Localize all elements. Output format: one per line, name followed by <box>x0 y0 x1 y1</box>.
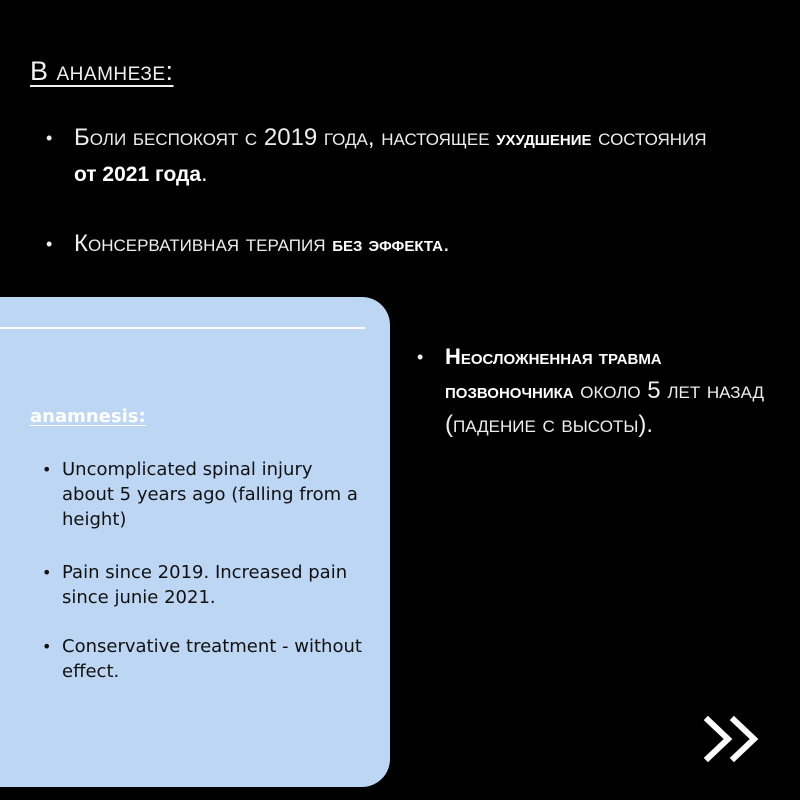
bullet-dot-icon: • <box>42 460 52 479</box>
bullet-dot-icon: • <box>46 234 53 254</box>
bullet-bold: ухудшение <box>496 125 592 150</box>
bullet-dot-icon: • <box>417 347 424 367</box>
page-heading: В анамнезе: <box>30 56 174 86</box>
card-item-3 <box>42 634 362 684</box>
bullet-bold: без эффекта <box>332 231 443 256</box>
bullet-bold: от 2021 года <box>74 163 202 186</box>
card-divider <box>0 327 365 329</box>
card-item-text: Pain since 2019. Increased pain since junie 2021. <box>62 562 348 608</box>
bullet-dot-icon: • <box>42 563 52 582</box>
card-item-text: Conservative treatment - without effect. <box>62 636 362 682</box>
bullet-text: состояния <box>591 124 707 151</box>
bullet-text: Консервативная терапия <box>74 230 333 257</box>
bullet-dot-icon: • <box>46 128 53 148</box>
card-item-1 <box>42 457 362 532</box>
card-title: anamnesis: <box>30 406 146 427</box>
bullet-text: . <box>201 160 208 187</box>
card-item-text: Uncomplicated spinal injury about 5 years ago (falling from a height) <box>62 459 358 530</box>
card-item-2 <box>42 560 362 610</box>
bullet-ru-1 <box>46 120 714 193</box>
bullet-text: около 5 лет назад (падение с высоты). <box>445 377 764 438</box>
bullet-dot-icon: • <box>42 637 52 656</box>
bullet-text: Боли беспокоят с 2019 года, настоящее <box>74 124 497 151</box>
bullet-text: . <box>442 230 450 257</box>
bullet-bold: Неосложненная травма позвоночника <box>445 344 662 403</box>
double-chevron-right-icon[interactable] <box>702 714 764 764</box>
bullet-ru-3 <box>417 340 785 442</box>
english-card <box>0 297 390 787</box>
bullet-ru-2 <box>46 226 714 262</box>
